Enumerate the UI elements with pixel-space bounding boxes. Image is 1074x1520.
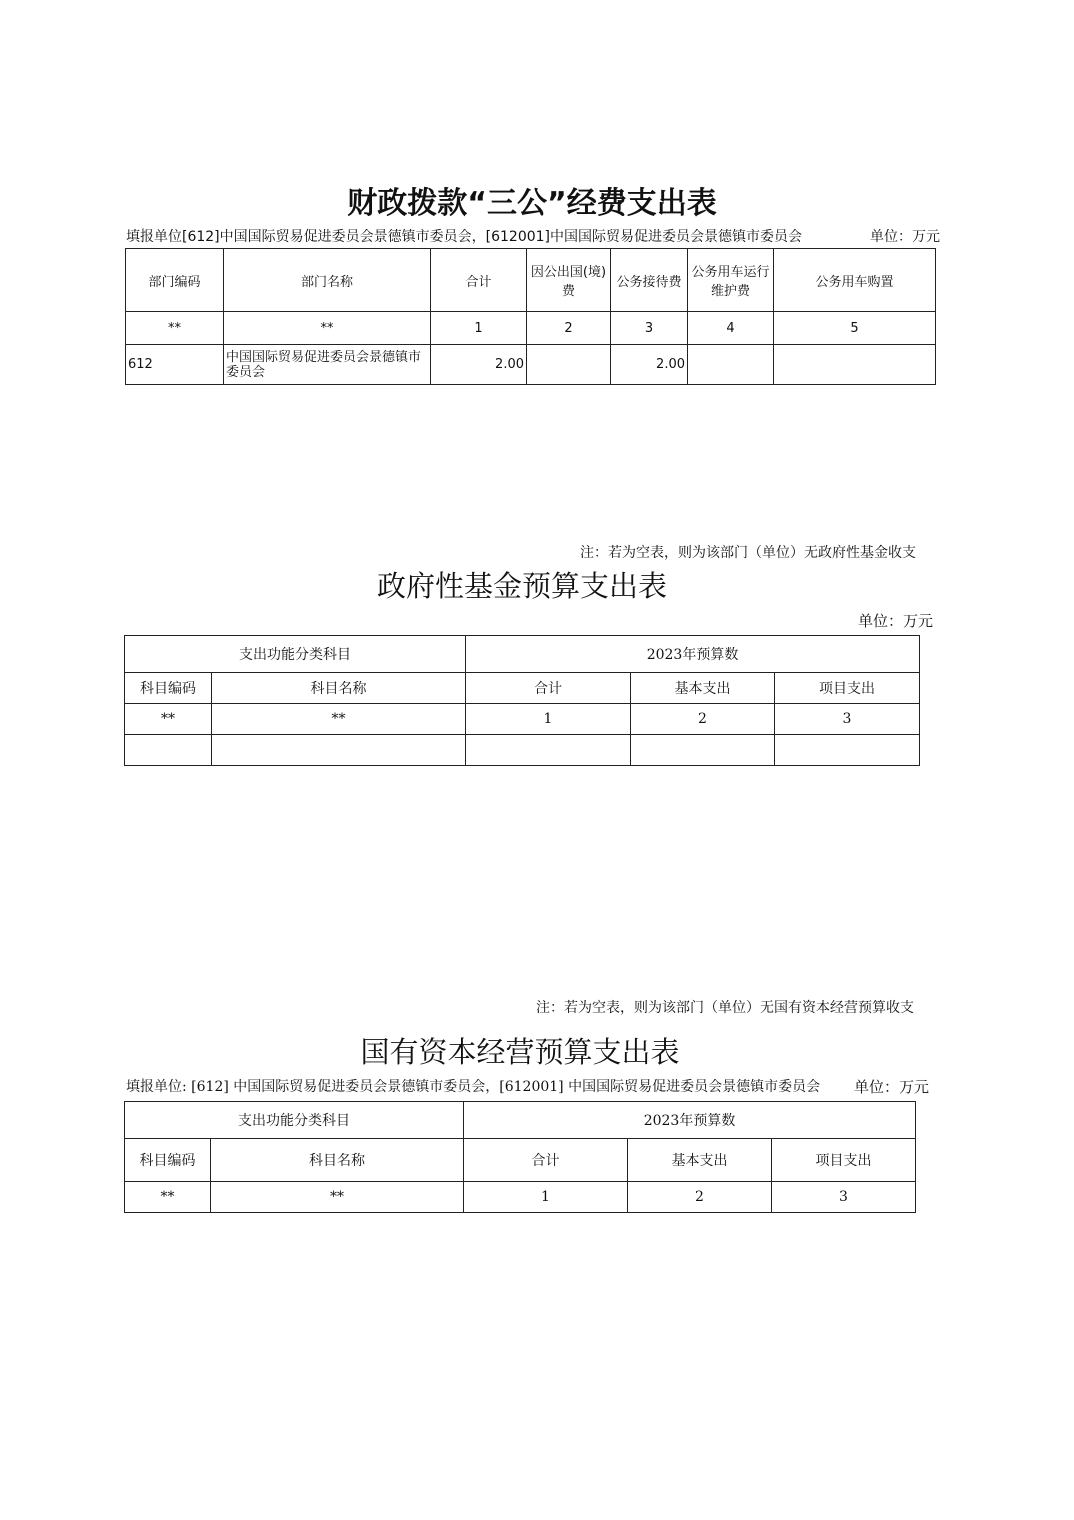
header-project-expense: 项目支出 <box>772 1139 916 1182</box>
cell-total: 2.00 <box>431 345 527 385</box>
header-overseas-travel: 因公出国(境)费 <box>527 249 611 312</box>
index-cell: ** <box>125 1182 211 1213</box>
index-cell: 4 <box>688 312 774 345</box>
index-cell: 3 <box>772 1182 916 1213</box>
index-cell: 2 <box>527 312 611 345</box>
header-total: 合计 <box>464 1139 628 1182</box>
cell-basic-expense <box>631 735 775 766</box>
header-total: 合计 <box>466 673 631 704</box>
header-basic-expense: 基本支出 <box>628 1139 772 1182</box>
filler-unit-label: 填报单位[612]中国国际贸易促进委员会景德镇市委员会，[612001]中国国际贸易促进委员会景德镇市委员会 <box>126 229 803 245</box>
index-cell: 5 <box>774 312 936 345</box>
index-cell: 2 <box>628 1182 772 1213</box>
index-cell: ** <box>125 704 212 735</box>
group-header-function-category: 支出功能分类科目 <box>125 636 466 673</box>
header-subject-code: 科目编码 <box>125 1139 211 1182</box>
cell-dept-code: 612 <box>126 345 224 385</box>
unit-label: 单位：万元 <box>854 1078 930 1096</box>
table-group-header-row <box>125 636 920 673</box>
index-cell: 3 <box>775 704 920 735</box>
table-header-row <box>126 249 936 312</box>
cell-dept-name: 中国国际贸易促进委员会景德镇市委员会 <box>224 345 431 385</box>
header-vehicle-maintenance: 公务用车运行维护费 <box>688 249 774 312</box>
page-title-three-public-expenses: 财政拨款“三公”经费支出表 <box>347 186 717 221</box>
table-group-header-row <box>125 1102 916 1139</box>
header-vehicle-purchase: 公务用车购置 <box>774 249 936 312</box>
header-project-expense: 项目支出 <box>775 673 920 704</box>
empty-table-note: 注：若为空表，则为该部门（单位）无政府性基金收支 <box>580 545 916 561</box>
state-capital-table <box>124 1101 916 1213</box>
index-cell: ** <box>224 312 431 345</box>
index-cell: 2 <box>631 704 775 735</box>
header-basic-expense: 基本支出 <box>631 673 775 704</box>
cell-subject-code <box>125 735 212 766</box>
header-subject-code: 科目编码 <box>125 673 212 704</box>
empty-table-note: 注：若为空表，则为该部门（单位）无国有资本经营预算收支 <box>536 1000 914 1016</box>
group-header-budget-2023: 2023年预算数 <box>466 636 920 673</box>
three-public-expenses-table <box>125 248 936 385</box>
page-title-government-fund: 政府性基金预算支出表 <box>376 569 667 603</box>
table-index-row <box>125 704 920 735</box>
index-cell: 1 <box>431 312 527 345</box>
header-subject-name: 科目名称 <box>212 673 466 704</box>
group-header-budget-2023: 2023年预算数 <box>464 1102 916 1139</box>
cell-overseas-travel <box>527 345 611 385</box>
cell-vehicle-purchase <box>774 345 936 385</box>
table-row <box>125 735 920 766</box>
index-cell: 3 <box>611 312 688 345</box>
cell-subject-name <box>212 735 466 766</box>
filler-unit-label: 填报单位: [612] 中国国际贸易促进委员会景德镇市委员会，[612001] 中国国际贸易促进委员会景德镇市委员会 <box>126 1079 821 1095</box>
table-index-row <box>125 1182 916 1213</box>
unit-label: 单位：万元 <box>870 229 940 245</box>
table-header-row <box>125 673 920 704</box>
table-index-row <box>126 312 936 345</box>
unit-label: 单位：万元 <box>858 612 934 630</box>
government-fund-table <box>124 635 920 766</box>
index-cell: ** <box>126 312 224 345</box>
index-cell: ** <box>211 1182 464 1213</box>
header-dept-name: 部门名称 <box>224 249 431 312</box>
group-header-function-category: 支出功能分类科目 <box>125 1102 464 1139</box>
header-total: 合计 <box>431 249 527 312</box>
cell-project-expense <box>775 735 920 766</box>
index-cell: 1 <box>466 704 631 735</box>
index-cell: ** <box>212 704 466 735</box>
table-header-row <box>125 1139 916 1182</box>
index-cell: 1 <box>464 1182 628 1213</box>
cell-vehicle-maintenance <box>688 345 774 385</box>
page-title-state-capital: 国有资本经营预算支出表 <box>360 1035 680 1069</box>
header-dept-code: 部门编码 <box>126 249 224 312</box>
cell-reception: 2.00 <box>611 345 688 385</box>
header-reception: 公务接待费 <box>611 249 688 312</box>
cell-total <box>466 735 631 766</box>
header-subject-name: 科目名称 <box>211 1139 464 1182</box>
table-row <box>126 345 936 385</box>
